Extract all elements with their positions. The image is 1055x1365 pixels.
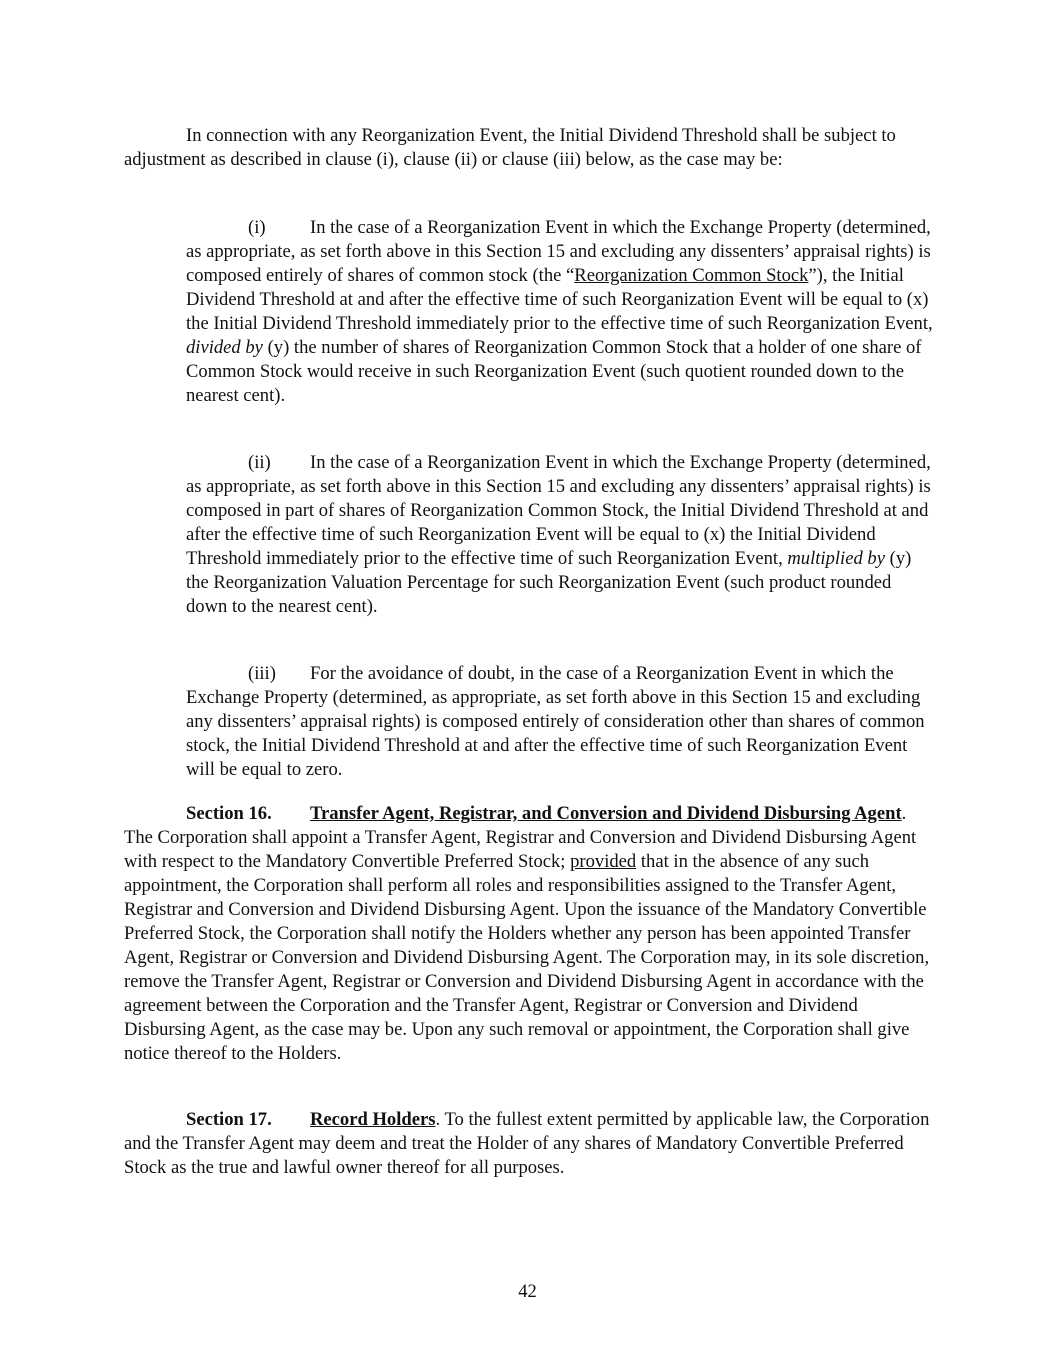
section-16-paragraph xyxy=(124,802,930,1066)
section-17-title: Record Holders xyxy=(310,1109,436,1130)
page-number: 42 xyxy=(518,1281,537,1302)
clause-ii-text-1: In the case of a Reorganization Event in which the Exchange Property (determined, as appropriate, as set forth above in this Section 15 and excluding any dissenters’ appraisal rights) is composed in part of shares of Reorganization Common Stock, the Initial Dividend Threshold at and after the effective time of such Reorganization Event will be equal to (x) the Initial Dividend Threshold immediately prior to the effective time of such Reorganization Event, xyxy=(186,452,931,569)
section-16-text-1: . The Corporation shall appoint a Transfer Agent, Registrar and Conversion and Dividend Disbursing Agent with respect to the Mandatory Convertible Preferred Stock; xyxy=(124,803,917,872)
section-16-number: Section 16. xyxy=(186,803,272,824)
intro-paragraph xyxy=(124,124,924,172)
defined-term-reorganization-common-stock: Reorganization Common Stock xyxy=(574,265,809,286)
clause-i-text-2: ”), the Initial Dividend Threshold at and after the effective time of such Reorganization Event will be equal to (x) the Initial Dividend Threshold immediately prior to the effective time of such Reorganization Event, xyxy=(186,265,933,334)
clause-i-text-3: (y) the number of shares of Reorganization Common Stock that a holder of one share of Common Stock would receive in such Reorganization Event (such quotient rounded down to the nearest cent). xyxy=(186,337,922,406)
section-16-title: Transfer Agent, Registrar, and Conversion and Dividend Disbursing Agent xyxy=(310,803,902,824)
clause-ii-italic-multiplied-by: multiplied by xyxy=(787,548,885,569)
clause-iii-number: (iii) xyxy=(248,663,276,684)
section-17-paragraph xyxy=(124,1108,930,1180)
section-17-number: Section 17. xyxy=(186,1109,272,1130)
section-16-text-2: that in the absence of any such appointment, the Corporation shall perform all roles and responsibilities assigned to the Transfer Agent, Registrar and Conversion and Dividend Disbursing Agent. Upon the issuance of the Mandatory Convertible Preferred Stock, the Corporation shall notify the Holders whether any person has been appointed Transfer Agent, Registrar or Conversion and Dividend Disbursing Agent. The Corporation may, in its sole discretion, remove the Transfer Agent, Registrar or Conversion and Dividend Disbursing Agent in accordance with the agreement between the Corporation and the Transfer Agent, Registrar or Conversion and Dividend Disbursing Agent, as the case may be. Upon any such removal or appointment, the Corporation shall give notice thereof to the Holders. xyxy=(124,851,930,1064)
clause-i-text-1: In the case of a Reorganization Event in which the Exchange Property (determined, as appropriate, as set forth above in this Section 15 and excluding any dissenters’ appraisal rights) is composed entirely of shares of common stock (the “ xyxy=(186,217,931,286)
clause-i-paragraph xyxy=(186,216,934,408)
section-17-text: . To the fullest extent permitted by applicable law, the Corporation and the Transfer Agent may deem and treat the Holder of any shares of Mandatory Convertible Preferred Stock as the true and lawful owner thereof for all purposes. xyxy=(124,1109,930,1178)
clause-i-italic-divided-by: divided by xyxy=(186,337,263,358)
clause-ii-number: (ii) xyxy=(248,452,271,473)
clause-i-number: (i) xyxy=(248,217,266,238)
section-16-provided: provided xyxy=(570,851,637,872)
clause-iii-paragraph xyxy=(186,662,934,782)
clause-iii-text: For the avoidance of doubt, in the case of a Reorganization Event in which the Exchange Property (determined, as appropriate, as set forth above in this Section 15 and excluding any dissenters’ appraisal rights) is composed entirely of consideration other than shares of common stock, the Initial Dividend Threshold at and after the effective time of such Reorganization Event will be equal to zero. xyxy=(186,663,925,780)
clause-ii-text-2: (y) the Reorganization Valuation Percentage for such Reorganization Event (such product rounded down to the nearest cent). xyxy=(186,548,912,617)
clause-ii-paragraph xyxy=(186,451,934,619)
intro-text: In connection with any Reorganization Event, the Initial Dividend Threshold shall be subject to adjustment as described in clause (i), clause (ii) or clause (iii) below, as the case may be: xyxy=(124,125,896,170)
